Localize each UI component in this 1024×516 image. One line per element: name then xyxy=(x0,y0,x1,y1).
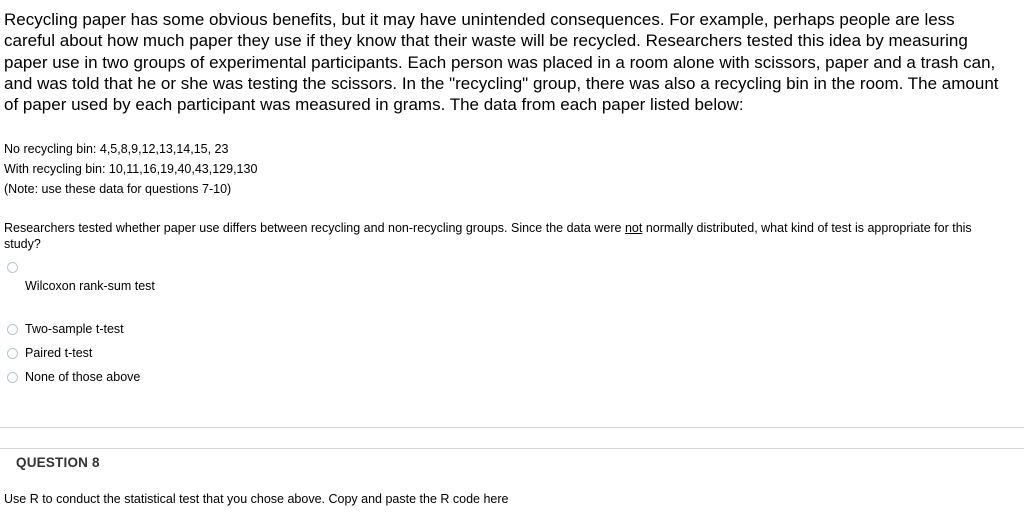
option-label: Two-sample t-test xyxy=(25,322,124,336)
question8-text: Use R to conduct the statistical test that you chose above. Copy and paste the R code here xyxy=(4,492,509,506)
data-with-recycling: With recycling bin: 10,11,16,19,40,43,129,130 xyxy=(4,162,258,176)
question7-text-after: normally distributed, what kind of test is appropriate for this study? xyxy=(4,221,972,251)
option-two-sample-t-test[interactable] xyxy=(7,322,307,338)
option-paired-t-test[interactable] xyxy=(7,346,307,362)
divider-bottom xyxy=(0,448,1024,449)
option-wilcoxon[interactable] xyxy=(7,260,307,300)
option-none-of-above[interactable] xyxy=(7,370,307,386)
question8-title: QUESTION 8 xyxy=(16,455,100,470)
divider-top xyxy=(0,427,1024,428)
radio-button[interactable] xyxy=(7,372,18,383)
option-label: Wilcoxon rank-sum test xyxy=(25,279,155,293)
radio-button[interactable] xyxy=(7,348,18,359)
intro-paragraph: Recycling paper has some obvious benefits, but it may have unintended consequences. For example, perhaps people are less careful about how much paper they use if they know that their waste will be recycled. Researchers tested this idea by measuring paper use in two groups of experimental participants. Each person was placed in a room alone with scissors, paper and a trash can, and was told that he or she was testing the scissors. In the "recycling" group, there was also a recycling bin in the room. The amount of paper used by each participant was measured in grams. The data from each paper listed below: xyxy=(4,10,999,115)
option-label: Paired t-test xyxy=(25,346,93,360)
radio-button[interactable] xyxy=(7,324,18,335)
question7-underlined-word: not xyxy=(624,221,643,235)
question7-text xyxy=(4,221,994,252)
data-no-recycling: No recycling bin: 4,5,8,9,12,13,14,15, 23 xyxy=(4,142,229,156)
question7-text-before: Researchers tested whether paper use differs between recycling and non-recycling groups. Since the data were xyxy=(4,221,625,235)
data-note: (Note: use these data for questions 7-10) xyxy=(4,182,232,196)
radio-button[interactable] xyxy=(7,262,18,273)
option-label: None of those above xyxy=(25,370,141,384)
